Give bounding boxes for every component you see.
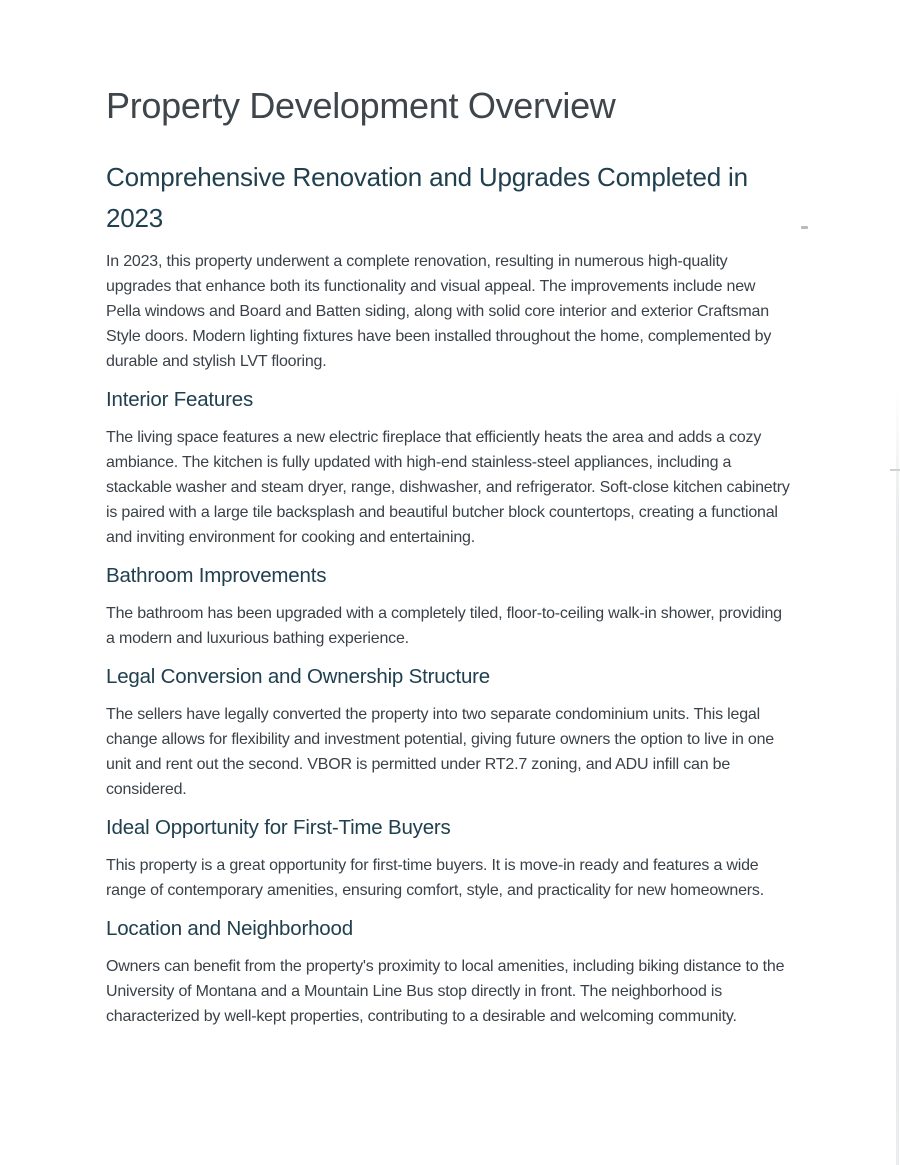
scan-artifact-dash (801, 226, 808, 229)
document-content (106, 0, 792, 1029)
section-body-interior-features: The living space features a new electric fireplace that efficiently heats the area and adds a cozy ambiance. The kitchen is fully updated with high-end stainless-steel appliances, including a stackable washer and steam dryer, range, dishwasher, and refrigerator. Soft-close kitchen cabinetry is paired with a large tile backsplash and beautiful butcher block countertops, creating a functional and inviting environment for cooking and entertaining. (106, 429, 790, 546)
section-body-legal-conversion: The sellers have legally converted the property into two separate condominium units. This legal change allows for flexibility and investment potential, giving future owners the option to live in one unit and rent out the second. VBOR is permitted under RT2.7 zoning, and ADU infill can be considered. (106, 706, 774, 798)
section-heading-renovation: Comprehensive Renovation and Upgrades Completed in 2023 (106, 162, 748, 233)
section-body-renovation: In 2023, this property underwent a complete renovation, resulting in numerous high-quality upgrades that enhance both its functionality and visual appeal. The improvements include new Pella windows and Board and Batten siding, along with solid core interior and exterior Craftsman Style doors. Modern lighting fixtures have been installed throughout the home, complemented by durable and stylish LVT flooring. (106, 253, 772, 370)
section-heading-interior-features: Interior Features (106, 388, 253, 411)
section-heading-bathroom-improvements: Bathroom Improvements (106, 564, 327, 587)
section-body-bathroom-improvements: The bathroom has been upgraded with a completely tiled, floor-to-ceiling walk-in shower, providing a modern and luxurious bathing experience. (106, 605, 782, 647)
section-heading-first-time-buyers: Ideal Opportunity for First-Time Buyers (106, 816, 451, 839)
page-title: Property Development Overview (106, 85, 616, 126)
section-body-location-neighborhood: Owners can benefit from the property's proximity to local amenities, including biking distance to the University of Montana and a Mountain Line Bus stop directly in front. The neighborhood is characterized by well-kept properties, contributing to a desirable and welcoming community. (106, 958, 785, 1025)
section-heading-legal-conversion: Legal Conversion and Ownership Structure (106, 665, 490, 688)
section-heading-location-neighborhood: Location and Neighborhood (106, 917, 353, 940)
scan-edge-shadow (896, 390, 899, 1165)
section-body-first-time-buyers: This property is a great opportunity for first-time buyers. It is move-in ready and features a wide range of contemporary amenities, ensuring comfort, style, and practicality for new homeowners. (106, 857, 764, 899)
